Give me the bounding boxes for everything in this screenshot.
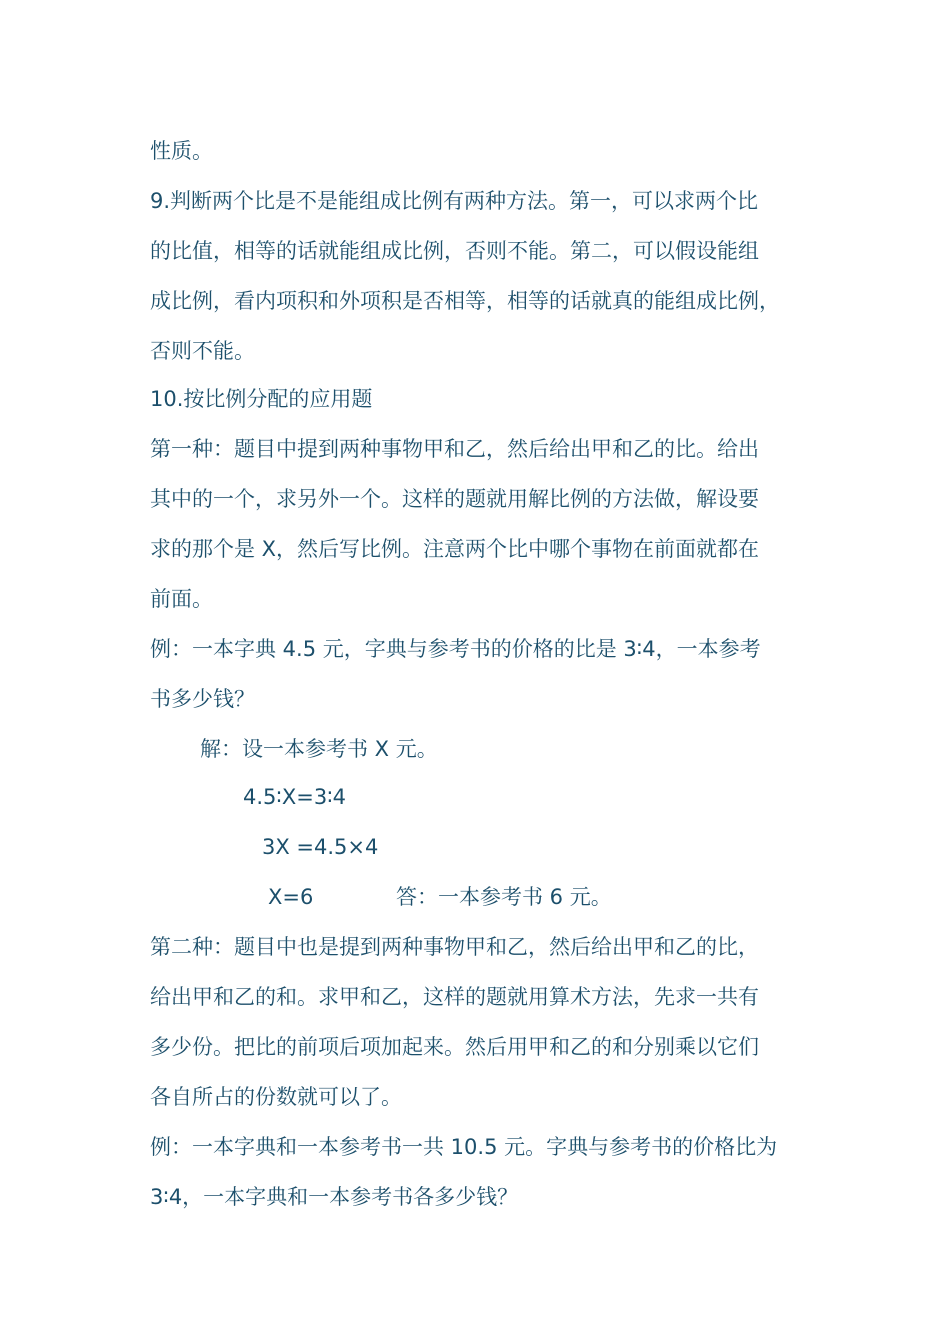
example-line: 书多少钱？	[150, 687, 255, 711]
text-line: 否则不能。	[150, 339, 255, 363]
example-line: 例：一本字典和一本参考书一共 10.5 元。字典与参考书的价格比为	[150, 1135, 778, 1159]
text-line: 多少份。把比的前项后项加起来。然后用甲和乙的和分别乘以它们	[150, 1035, 759, 1059]
example-line: 3∶4，一本字典和一本参考书各多少钱？	[150, 1185, 519, 1209]
solution-step: 解：设一本参考书 X 元。	[200, 737, 438, 761]
section-heading: 10.按比例分配的应用题	[150, 387, 373, 411]
answer-line: 答：一本参考书 6 元。	[396, 885, 612, 909]
text-line: 前面。	[150, 587, 213, 611]
text-line: 各自所占的份数就可以了。	[150, 1085, 402, 1109]
text-line: 的比值，相等的话就能组成比例，否则不能。第二，可以假设能组	[150, 239, 759, 263]
text-line: 成比例，看内项积和外项积是否相等，相等的话就真的能组成比例，	[150, 289, 780, 313]
text-line: 第二种：题目中也是提到两种事物甲和乙，然后给出甲和乙的比，	[150, 935, 759, 959]
text-line: 第一种：题目中提到两种事物甲和乙，然后给出甲和乙的比。给出	[150, 437, 759, 461]
text-line: 性质。	[150, 139, 213, 163]
example-line: 例：一本字典 4.5 元，字典与参考书的价格的比是 3∶4，一本参考	[150, 637, 761, 661]
text-line: 9.判断两个比是不是能组成比例有两种方法。第一，可以求两个比	[150, 189, 759, 213]
solution-step: X=6	[268, 885, 314, 909]
solution-step: 4.5∶X=3∶4	[243, 785, 347, 809]
solution-step: 3X =4.5×4	[262, 835, 379, 859]
text-line: 其中的一个，求另外一个。这样的题就用解比例的方法做，解设要	[150, 487, 759, 511]
text-line: 给出甲和乙的和。求甲和乙，这样的题就用算术方法，先求一共有	[150, 985, 759, 1009]
text-line: 求的那个是 X，然后写比例。注意两个比中哪个事物在前面就都在	[150, 537, 760, 561]
